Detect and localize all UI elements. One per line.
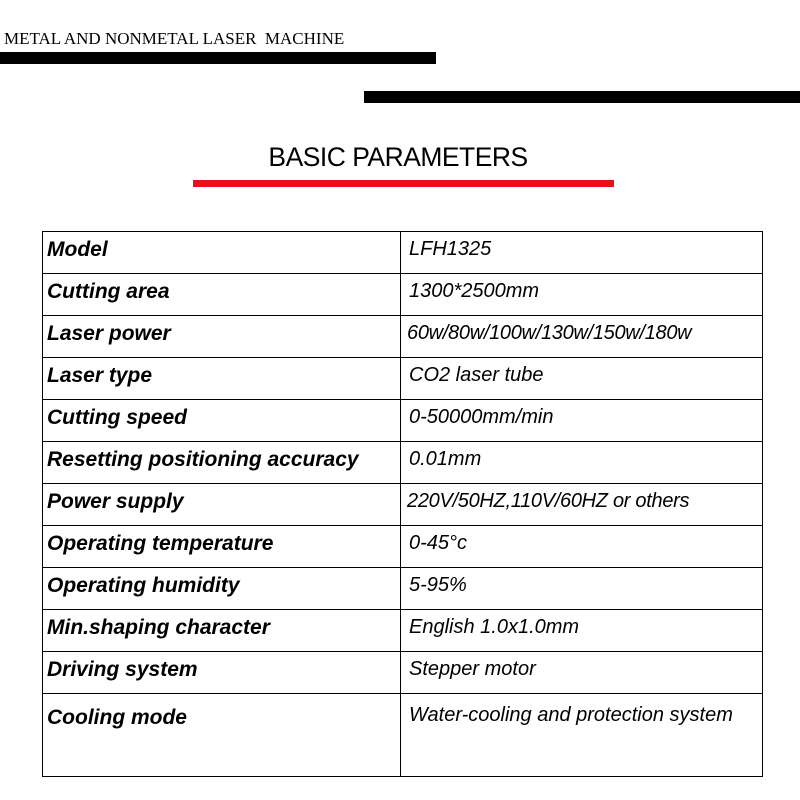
section-heading-text: BASIC PARAMETERS [268, 142, 528, 172]
table-row-operating-humidity [42, 567, 763, 609]
param-label: Driving system [43, 652, 401, 693]
param-label: Operating temperature [43, 526, 401, 567]
table-row-laser-power [42, 315, 763, 357]
table-row-operating-temperature [42, 525, 763, 567]
param-value: 0-45°c [401, 526, 763, 567]
param-label: Laser type [43, 358, 401, 399]
brand-title: METAL AND NONMETAL LASER MACHINE [4, 29, 345, 48]
table-row-cutting-area [42, 273, 763, 315]
table-row-cutting-speed [42, 399, 763, 441]
param-label: Laser power [43, 316, 401, 357]
param-label: Cooling mode [43, 694, 401, 776]
param-label: Operating humidity [43, 568, 401, 609]
param-label: Resetting positioning accuracy [43, 442, 401, 483]
param-label: Power supply [43, 484, 401, 525]
param-label: Cutting area [43, 274, 401, 315]
table-row-laser-type [42, 357, 763, 399]
param-value: 0-50000mm/min [401, 400, 763, 441]
table-row-min-shaping-character [42, 609, 763, 651]
table-row-power-supply [42, 483, 763, 525]
decorative-bar-right [364, 91, 800, 103]
section-heading [8, 142, 792, 173]
parameters-table [42, 231, 763, 777]
param-value: 60w/80w/100w/130w/150w/180w [401, 316, 763, 357]
table-row-model [42, 231, 763, 273]
param-value: 0.01mm [401, 442, 763, 483]
param-value: English 1.0x1.0mm [401, 610, 763, 651]
param-label: Cutting speed [43, 400, 401, 441]
param-label: Model [43, 232, 401, 273]
param-label: Min.shaping character [43, 610, 401, 651]
param-value: Stepper motor [401, 652, 763, 693]
param-value: 1300*2500mm [401, 274, 763, 315]
param-value: Water-cooling and protection system [401, 694, 763, 776]
table-row-positioning-accuracy [42, 441, 763, 483]
param-value: 5-95% [401, 568, 763, 609]
decorative-bar-top [0, 52, 436, 64]
param-value: CO2 laser tube [401, 358, 763, 399]
param-value: 220V/50HZ,110V/60HZ or others [401, 484, 763, 525]
table-row-driving-system [42, 651, 763, 693]
param-value: LFH1325 [401, 232, 763, 273]
heading-underline [193, 180, 614, 187]
table-row-cooling-mode [42, 693, 763, 777]
